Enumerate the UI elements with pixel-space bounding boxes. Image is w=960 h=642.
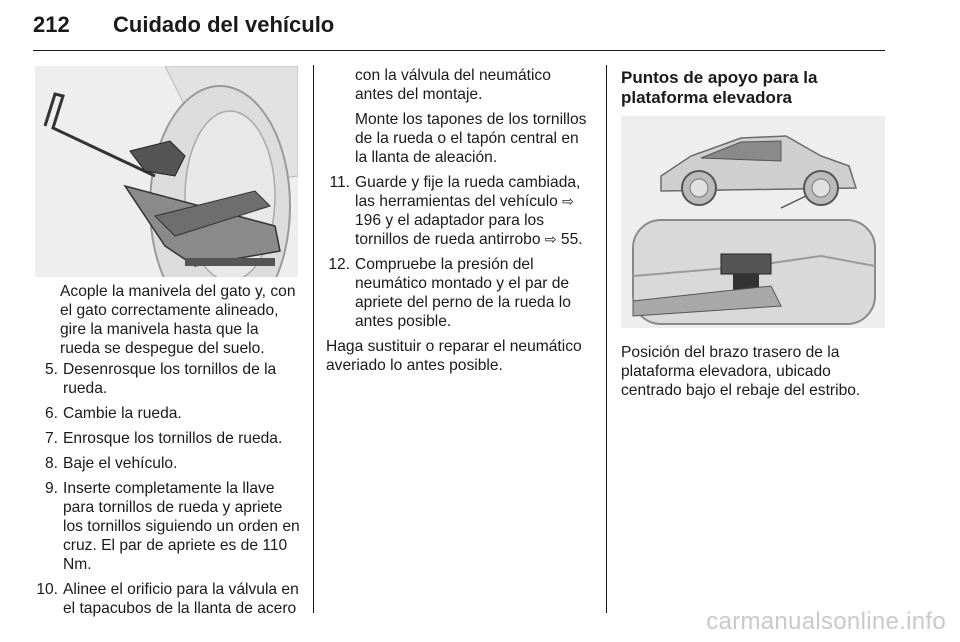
watermark: carmanualsonline.info (706, 608, 946, 635)
step-text: Enrosque los tornillos de rueda. (63, 430, 283, 447)
page-ref-icon: ⇨ (562, 193, 574, 209)
page-number: 212 (33, 12, 70, 37)
step-number: 9. (44, 480, 58, 497)
step-text: Alinee el orificio para la válvula en el tapacubos de la llanta de acero (63, 581, 299, 617)
column-divider (606, 65, 607, 613)
step-text: y el adaptador para los tornillos de rueda antirrobo (355, 212, 545, 248)
list-item (34, 360, 300, 398)
car-lift-drawing (621, 116, 885, 328)
step-number: 12. (328, 256, 350, 273)
step-text: Compruebe la presión del neumático montado y el par de apriete del perno de la rueda lo antes posible. (355, 256, 571, 330)
column-2 (326, 66, 592, 381)
step-number: 6. (44, 405, 58, 422)
list-item (326, 255, 592, 331)
steps-list-col1 (34, 360, 300, 624)
step-text: Inserte completamente la llave para tornillos de rueda y apriete los tornillos siguiendo un orden en cruz. El par de apriete es de 110 Nm. (63, 480, 300, 573)
hubcap-instruction: Monte los tapones de los tornillos de la rueda o el tapón central en la llanta de aleación. (355, 111, 587, 166)
list-item (34, 580, 300, 618)
list-item (34, 454, 300, 473)
step-number: 5. (44, 361, 58, 378)
step-text: . (578, 231, 583, 248)
page-header (33, 4, 885, 51)
list-item (326, 173, 592, 249)
section-title: Cuidado del vehículo (113, 12, 335, 37)
step-10-continuation: con la válvula del neumático antes del montaje. (355, 67, 551, 103)
jack-drawing (35, 66, 298, 277)
page-ref-icon: ⇨ (544, 231, 557, 247)
step-number: 10. (36, 581, 58, 598)
jack-illustration (35, 66, 298, 277)
jack-instruction: Acople la manivela del gato y, con el gato correctamente alineado, gire la manivela hasta que la rueda se despegue del suelo. (60, 283, 296, 357)
list-item (34, 404, 300, 423)
lift-point-illustration (621, 116, 885, 328)
column-divider (313, 65, 314, 613)
step-number: 7. (44, 430, 58, 447)
step-text: Baje el vehículo. (63, 455, 178, 472)
step-text: Guarde y fije la rueda cambiada, las herramientas del vehículo (355, 174, 581, 210)
list-item (34, 429, 300, 448)
step-number: 11. (329, 174, 350, 191)
step-number: 8. (44, 455, 58, 472)
section-heading: Puntos de apoyo para la plataforma elevadora (621, 68, 818, 107)
step-text: Cambie la rueda. (63, 405, 182, 422)
figure-caption: Posición del brazo trasero de la plataforma elevadora, ubicado centrado bajo el rebaje del estribo. (621, 344, 861, 399)
page-ref[interactable]: 55 (560, 231, 579, 248)
step-text: Desenrosque los tornillos de la rueda. (63, 361, 277, 397)
page-ref[interactable]: 196 (355, 212, 382, 229)
list-item (34, 479, 300, 574)
closing-note: Haga sustituir o reparar el neumático averiado lo antes posible. (326, 338, 582, 374)
